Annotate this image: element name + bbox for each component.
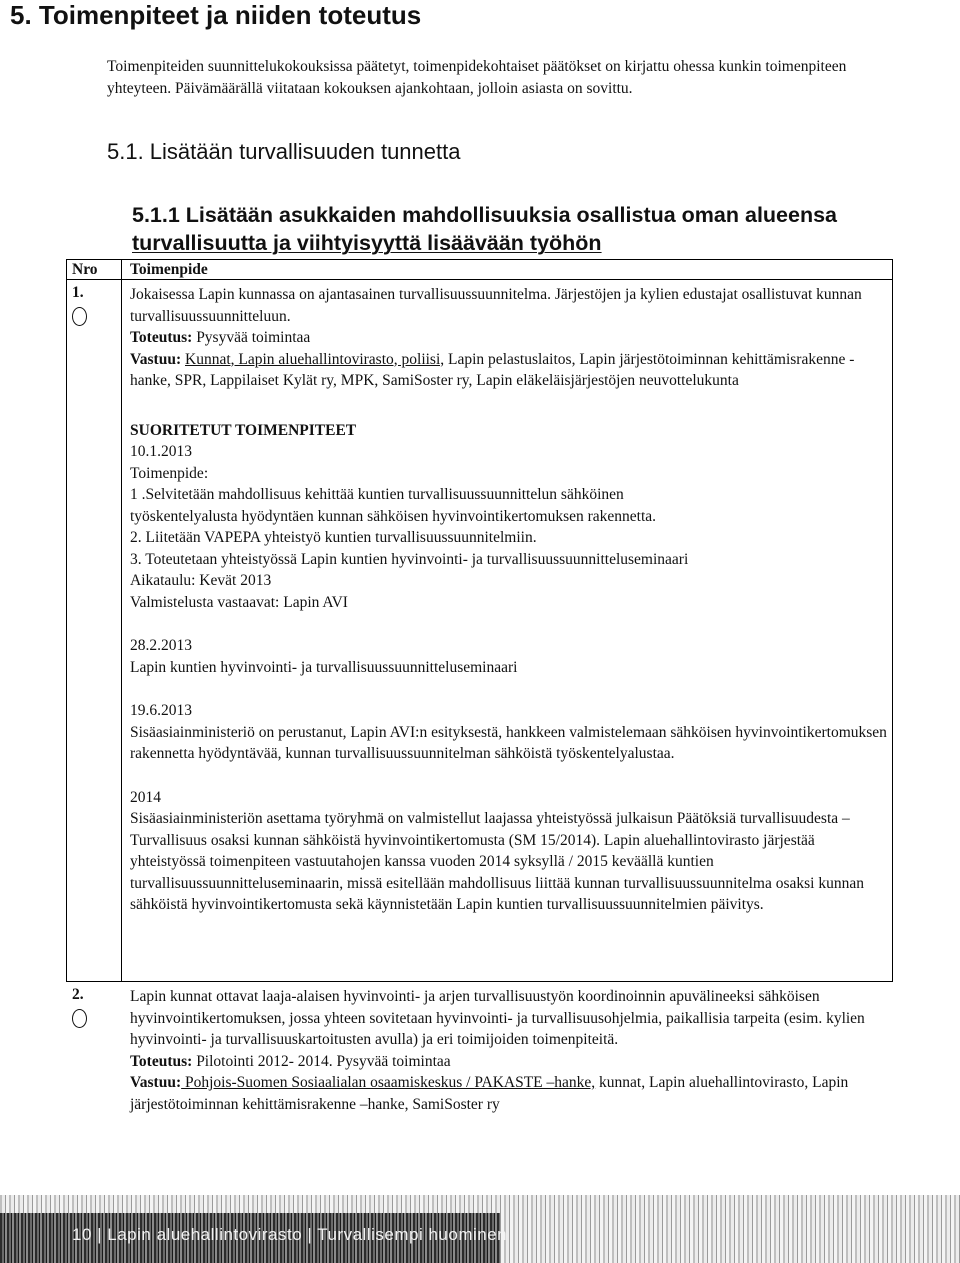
- entry-2: Lapin kuntien hyvinvointi- ja turvallisuussuunnitteluseminaari: [130, 658, 518, 676]
- row1-toteutus: Toteutus: Pysyvää toimintaa: [130, 329, 311, 346]
- subsection-line-2: turvallisuutta ja viihtyisyyttä lisäävään työhön: [132, 231, 602, 255]
- subsection-line-1: 5.1.1 Lisätään asukkaiden mahdollisuuksia osallistua oman alueensa: [132, 203, 838, 227]
- row-divider: [66, 981, 892, 982]
- table-row-1: [130, 284, 890, 916]
- row1-number: 1.: [72, 284, 84, 301]
- date-4: 2014: [130, 788, 161, 806]
- toimenpide-label: Toimenpide:: [130, 464, 209, 482]
- item-1: 1 .Selvitetään mahdollisuus kehittää kuntien turvallisuussuunnittelun sähköinen: [130, 486, 624, 503]
- aikataulu: Aikataulu: Kevät 2013: [130, 572, 272, 589]
- entry-4: Sisäasiainministeriön asettama työryhmä on valmistellut laajassa yhteistyössä julkaisun Päätöksiä turvallisuudesta – Turvallisuus osaksi kunnan sähköistä hyvinvointikertomusta (SM 15/2014). Lapin aluehallintovirasto järjestää yhteistyössä toimenpiteen vastuutahojen kanssa vuoden 2014 syksyllä / 2015 keväällä kuntien turvallisuussuunnitteluseminaarin, missä esitellään mahdollisuus liittää kunnan turvallisuussuunnitelma osaksi kunnan sähköistä hyvinvointikertomusta sekä käynnistetään Lapin kuntien turvallisuussuunnitelmien päivitys.: [130, 810, 864, 913]
- status-circle-icon: [72, 1009, 87, 1028]
- row1-description: Jokaisessa Lapin kunnassa on ajantasainen turvallisuussuunnitelma. Järjestöjen ja kylien edustajat osallistuvat kunnan turvallisuussuunnitteluun.: [130, 286, 862, 325]
- status-circle-icon: [72, 307, 87, 326]
- table-left-border: [66, 259, 67, 982]
- header-toimenpide: Toimenpide: [130, 261, 208, 278]
- row2-number: 2.: [72, 986, 84, 1003]
- item-3: 3. Toteutetaan yhteistyössä Lapin kuntien hyvinvointi- ja turvallisuussuunnitteluseminaari: [130, 550, 689, 568]
- date-2: 28.2.2013: [130, 637, 192, 654]
- section-heading: 5.1. Lisätään turvallisuuden tunnetta: [107, 139, 461, 164]
- item-1b: työskentelyalusta hyödyntäen kunnan sähköisen hyvinvointikertomuksen rakennetta.: [130, 507, 657, 525]
- row2-vastuu: Vastuu: Pohjois-Suomen Sosiaalialan osaamiskeskus / PAKASTE –hanke, kunnat, Lapin aluehallintovirasto, Lapin järjestötoiminnan kehittämisrakenne –hanke, SamiSoster ry: [130, 1074, 849, 1113]
- row2-description: Lapin kunnat ottavat laaja-alaisen hyvinvointi- ja arjen turvallisuustyön koordinoinnin apuvälineeksi sähköisen hyvinvointikertomuksen, jossa yhteen sovitetaan hyvinvointi- ja turvallisuusohjelmia, paikallisia tarpeita (esim. kylien hyvinvointi- ja turvallisuuskartoitusten avulla) ja eri toimijoiden toimenpiteitä.: [130, 988, 865, 1048]
- column-divider: [121, 259, 122, 982]
- table-top-border: [66, 259, 892, 260]
- row2-toteutus: Toteutus: Pilotointi 2012- 2014. Pysyvää toimintaa: [130, 1052, 451, 1070]
- chapter-heading: 5. Toimenpiteet ja niiden toteutus: [10, 0, 422, 30]
- table-header-border: [66, 279, 892, 280]
- intro-paragraph: Toimenpiteiden suunnittelukokouksissa päätetyt, toimenpidekohtaiset päätökset on kirjattu ohessa kunkin toimenpiteen yhteyteen. Päivämäärällä viitataan kokouksen ajankohtaan, jolloin asiasta on sovittu.: [107, 58, 847, 97]
- item-2: 2. Liitetään VAPEPA yhteistyö kuntien turvallisuussuunnitelmiin.: [130, 529, 537, 546]
- date-1: 10.1.2013: [130, 443, 192, 460]
- completed-title: SUORITETUT TOIMENPITEET: [130, 421, 357, 439]
- row1-vastuu: Vastuu: Kunnat, Lapin aluehallintovirasto, poliisi, Lapin pelastuslaitos, Lapin järjestötoiminnan kehittämisrakenne -hanke, SPR, Lappilaiset Kylät ry, MPK, SamiSoster ry, Lapin eläkeläisjärjestöjen neuvottelukunta: [130, 350, 855, 389]
- footer-text: 10 | Lapin aluehallintovirasto | Turvallisempi huominen: [72, 1225, 508, 1244]
- header-nro: Nro: [72, 261, 98, 278]
- table-row-2: [130, 986, 890, 1115]
- table-right-border: [892, 259, 893, 982]
- entry-3: Sisäasiainministeriö on perustanut, Lapin AVI:n esityksestä, hankkeen valmistelemaan sähköisen hyvinvointikertomuksen rakennetta hyödyntävää, kunnan turvallisuussuunnitelman sähköistä työskentelyalustaa.: [130, 723, 887, 762]
- valmistelu: Valmistelusta vastaavat: Lapin AVI: [130, 593, 348, 611]
- date-3: 19.6.2013: [130, 702, 192, 719]
- subsection-heading: [132, 201, 892, 257]
